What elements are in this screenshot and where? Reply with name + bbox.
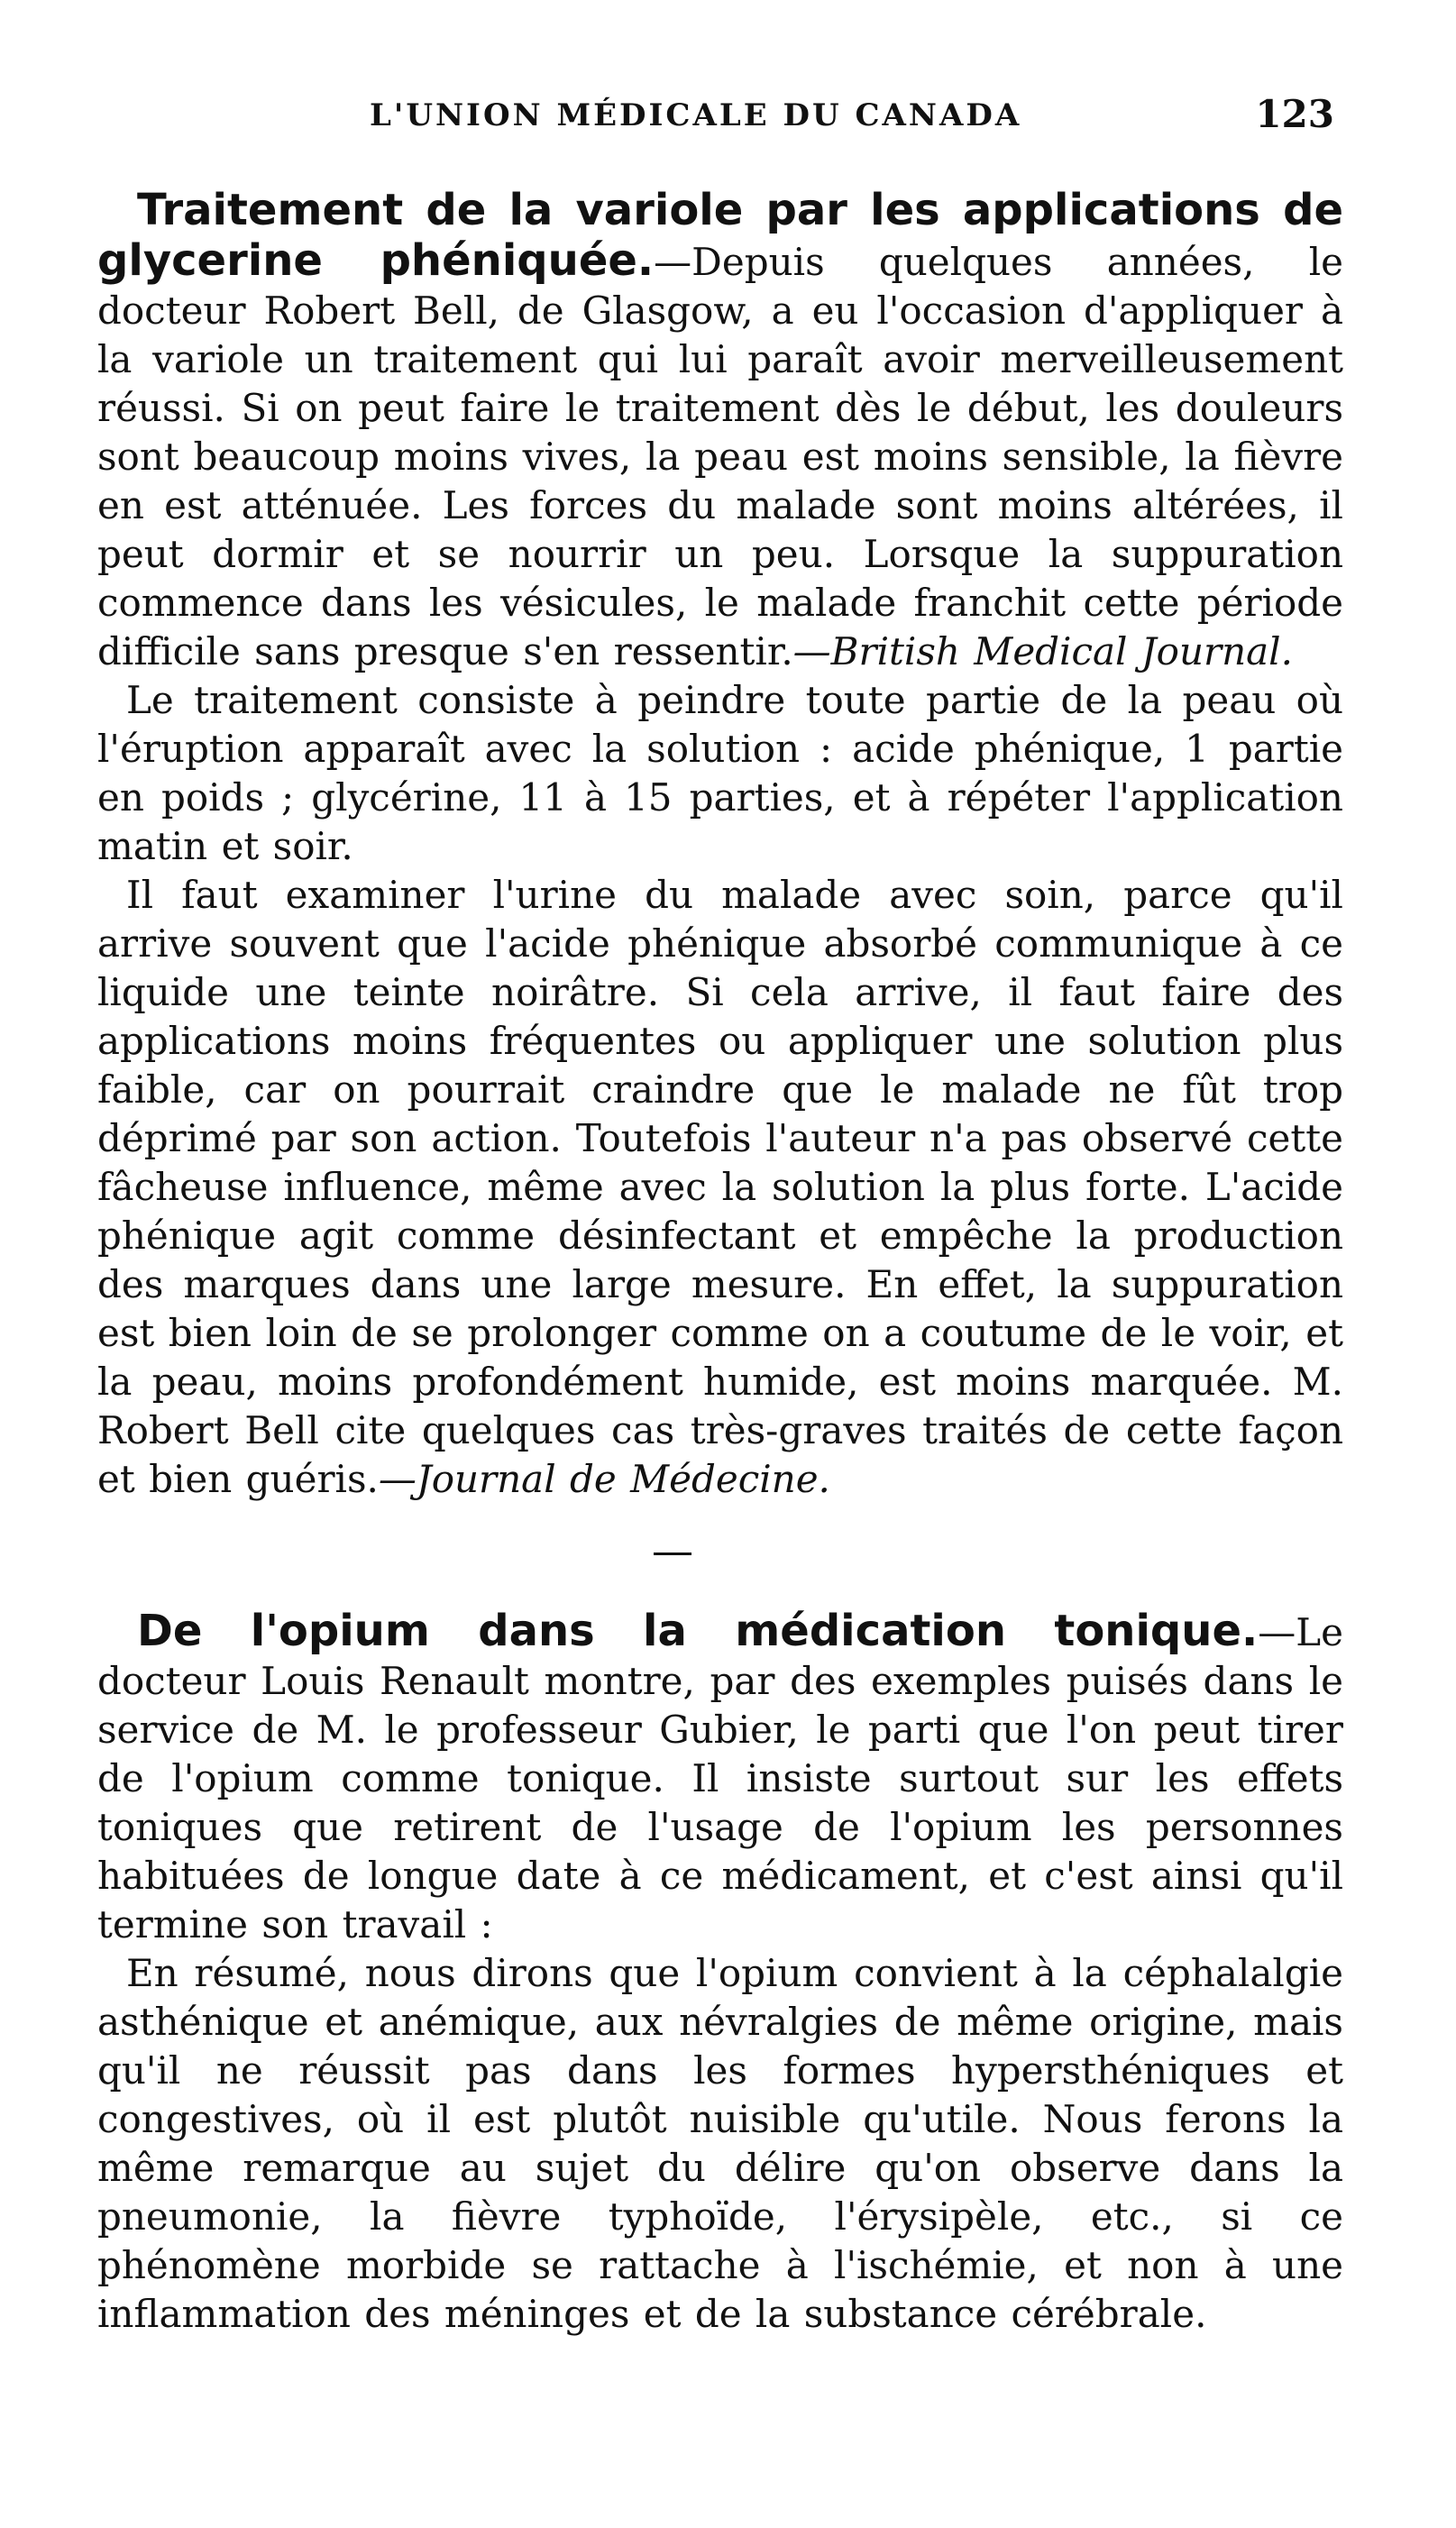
section-separator bbox=[654, 1553, 691, 1555]
article-paragraph bbox=[97, 871, 1343, 1504]
article-heading: De l'opium dans la médication tonique. bbox=[137, 1606, 1259, 1656]
article-paragraph bbox=[97, 186, 1343, 676]
running-head bbox=[126, 92, 1334, 142]
paragraph-text: —Depuis quelques années, le docteur Robert Bell, de Glasgow, a eu l'occasion d'appliquer à la variole un traitement qui lui paraît avoir merveilleusement réussi. Si on peut faire le traitement dès le début, les douleurs sont beaucoup moins vives, la peau est moins sensible, la fièvre en est atténuée. Les forces du malade sont moins altérées, il peut dormir et se nourrir un peu. Lorsque la suppuration commence dans les vésicules, le malade franchit cette période difficile sans presque s'en ressentir. bbox=[97, 240, 1343, 673]
article-paragraph: En résumé, nous dirons que l'opium convient à la céphalalgie asthénique et anémique, aux névralgies de même origine, mais qu'il ne réussit pas dans les formes hypersthéniques et congestives, où il est plutôt nuisible qu'utile. Nous ferons la même remarque au sujet du délire qu'on observe dans la pneumonie, la fièvre typhoïde, l'érysipèle, etc., si ce phénomène morbide se rattache à l'ischémie, et non à une inflammation des méninges et de la substance cérébrale. bbox=[97, 1951, 1343, 2336]
citation: —British Medical Journal. bbox=[792, 629, 1293, 673]
article-paragraph: Le traitement consiste à peindre toute partie de la peau où l'éruption apparaît avec la solution : acide phénique, 1 partie en poids ; glycérine, 11 à 15 parties, et à répéter l'application matin et soir. bbox=[97, 678, 1343, 868]
article-variole bbox=[97, 186, 1343, 1504]
article-heading: Traitement de la variole par les applications de glycerine phéniquée. bbox=[97, 185, 1343, 286]
paragraph-text: —Le docteur Louis Renault montre, par des exemples puisés dans le service de M. le professeur Gubier, le parti que l'on peut tirer de l'opium comme tonique. Il insiste surtout sur les effets toniques que retirent de l'usage de l'opium les personnes habituées de longue date à ce médicament, et c'est ainsi qu'il termine son travail : bbox=[97, 1610, 1343, 1946]
paragraph-text: Il faut examiner l'urine du malade avec soin, parce qu'il arrive souvent que l'acide phénique absorbé communique à ce liquide une teinte noirâtre. Si cela arrive, il faut faire des applications moins fréquentes ou appliquer une solution plus faible, car on pourrait craindre que le malade ne fût trop déprimé par son action. Toutefois l'auteur n'a pas observé cette fâcheuse influence, même avec la solution la plus forte. L'acide phénique agit comme désinfectant et empêche la production des marques dans une large mesure. En effet, la suppuration est bien loin de se prolonger comme on a coutume de le voir, et la peau, moins profondément humide, est moins marquée. M. Robert Bell cite quelques cas très-graves traités de cette façon et bien guéris. bbox=[97, 873, 1343, 1501]
article-opium bbox=[97, 1607, 1343, 2339]
article-paragraph bbox=[97, 1607, 1343, 1949]
citation: —Journal de Médecine. bbox=[378, 1457, 830, 1501]
page-number: 123 bbox=[1255, 92, 1334, 136]
running-title: L'UNION MÉDICALE DU CANADA bbox=[370, 97, 1022, 133]
